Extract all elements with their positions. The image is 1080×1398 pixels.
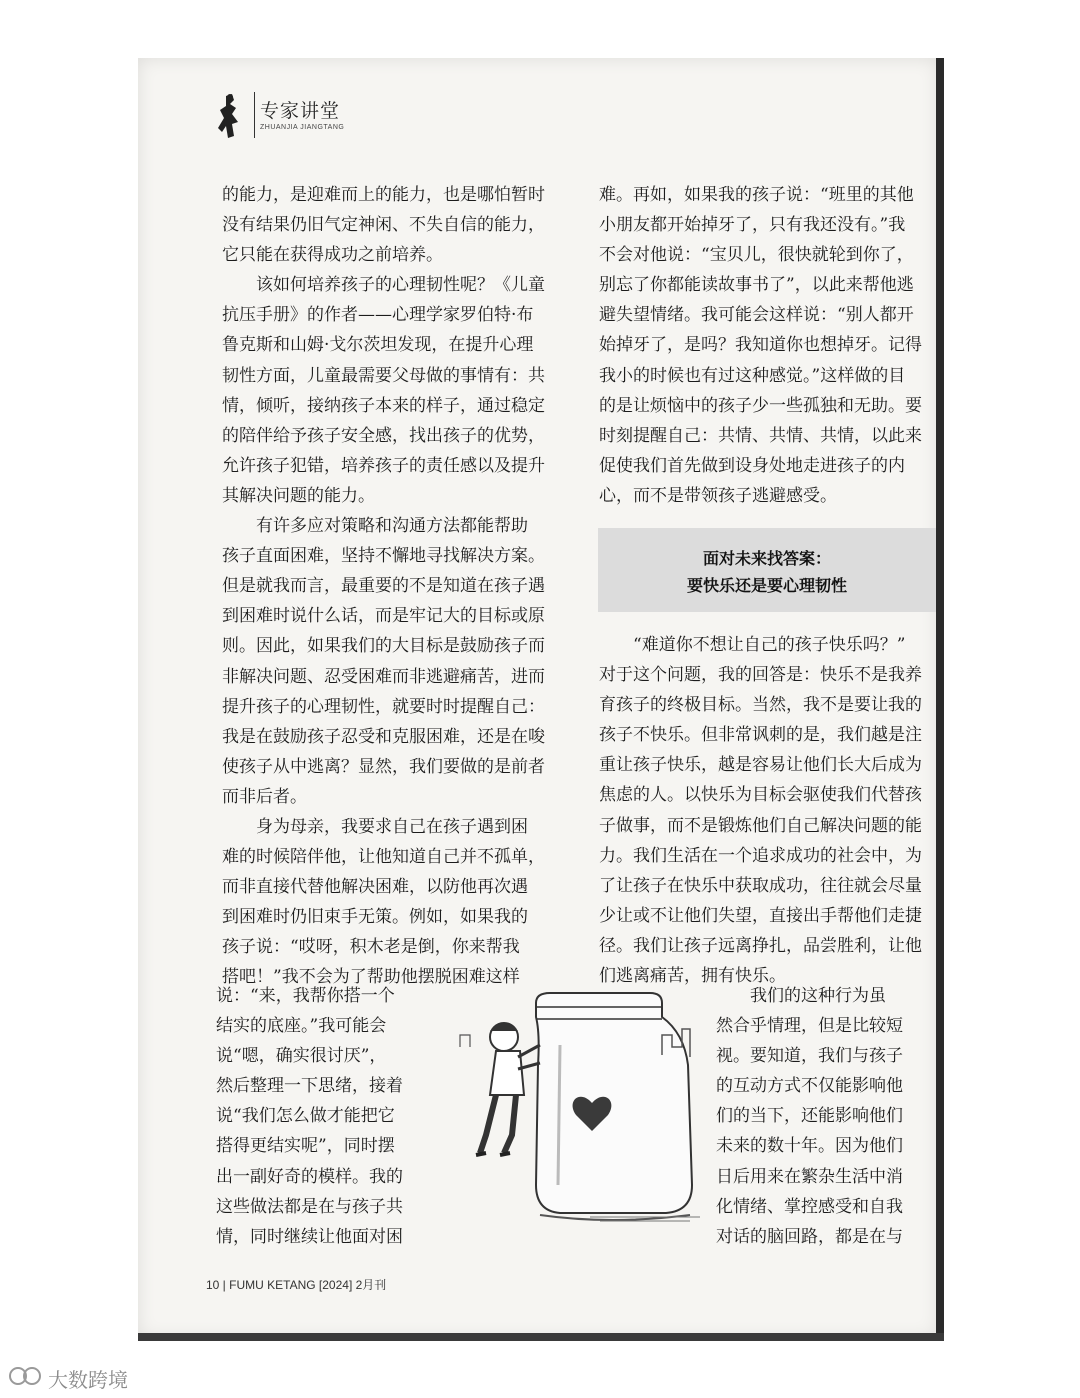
paragraph-line: 们逃离痛苦，拥有快乐。 bbox=[599, 966, 786, 987]
section-heading-box bbox=[598, 528, 936, 612]
paragraph-line: 未来的数十年。因为他们 bbox=[716, 1136, 903, 1157]
paragraph-line: 的能力，是迎难而上的能力，也是哪怕暂时 bbox=[222, 185, 545, 205]
left-column-text bbox=[222, 180, 572, 993]
paragraph-line: 搭得更结实呢”，同时摆 bbox=[216, 1136, 395, 1157]
paragraph-line: 抗压手册》的作者——心理学家罗伯特·布 bbox=[222, 305, 534, 326]
paragraph-line: 孩子说：“哎呀，积木老是倒，你来帮我 bbox=[222, 937, 520, 958]
paragraph-line: 促使我们首先做到设身处地走进孩子的内 bbox=[599, 455, 905, 476]
section-heading-line2: 要快乐还是要心理韧性 bbox=[686, 576, 847, 595]
paragraph-line: 子做事，而不是锻炼他们自己解决问题的能 bbox=[599, 815, 922, 836]
paragraph-line: 但是就我而言，最重要的不是知道在孩子遇 bbox=[222, 576, 545, 597]
paragraph-line: 了让孩子在快乐中获取成功，往往就会尽量 bbox=[599, 875, 922, 896]
paragraph-line: 允许孩子犯错，培养孩子的责任感以及提升 bbox=[222, 455, 545, 476]
paragraph-line: 然后整理一下思绪，接着 bbox=[216, 1076, 403, 1097]
paragraph-line: 力。我们生活在一个追求成功的社会中，为 bbox=[599, 845, 922, 866]
paragraph-line: 不会对他说：“宝贝儿，很快就轮到你了， bbox=[599, 245, 914, 266]
paragraph-line: 到困难时说什么话，而是牢记大的目标或原 bbox=[222, 606, 545, 627]
paragraph-line: 而非直接代替他解决困难，以防他再次遇 bbox=[222, 877, 528, 898]
header-divider bbox=[254, 92, 255, 138]
paragraph-line: 视。要知道，我们与孩子 bbox=[716, 1046, 903, 1067]
paragraph-line: “难道你不想让自己的孩子快乐吗？” bbox=[599, 635, 906, 655]
paragraph-line: 它只能在获得成功之前培养。 bbox=[222, 245, 443, 266]
paragraph-line: 们的当下，还能影响他们 bbox=[716, 1106, 903, 1127]
paragraph-line: 孩子不快乐。但非常讽刺的是，我们越是注 bbox=[599, 725, 922, 746]
paragraph-line: 该如何培养孩子的心理韧性呢？《儿童 bbox=[222, 275, 545, 296]
paragraph-line: 少让或不让他们失望，直接出手帮他们走捷 bbox=[599, 905, 922, 926]
paragraph-line: 则。因此，如果我们的大目标是鼓励孩子而 bbox=[222, 636, 545, 657]
figure-icon bbox=[212, 92, 248, 140]
paragraph-line: 日后用来在繁杂生活中消 bbox=[716, 1166, 903, 1187]
paragraph-line: 这些做法都是在与孩子共 bbox=[216, 1196, 403, 1217]
paragraph-line: 结实的底座。”我可能会 bbox=[216, 1016, 387, 1037]
paragraph-line: 径。我们让孩子远离挣扎，品尝胜利，让他 bbox=[599, 935, 922, 956]
right-bottom-column-text bbox=[716, 981, 931, 1252]
section-title: 专家讲堂 bbox=[260, 100, 341, 122]
paragraph-line: 使孩子从中逃离？显然，我们要做的是前者 bbox=[222, 756, 545, 777]
paragraph-line: 化情绪、掌控感受和自我 bbox=[716, 1196, 903, 1217]
paragraph-line: 搭吧！”我不会为了帮助他摆脱困难这样 bbox=[222, 967, 520, 988]
page-footer: 10 | FUMU KETANG [2024] 2月刊 bbox=[206, 1278, 387, 1292]
watermark-logo-icon bbox=[8, 1362, 44, 1390]
paragraph-line: 育孩子的终极目标。当然，我不是要让我的 bbox=[599, 695, 922, 716]
paragraph-line: 小朋友都开始掉牙了，只有我还没有。”我 bbox=[599, 215, 906, 236]
paragraph-line: 没有结果仍旧气定神闲、不失自信的能力， bbox=[222, 215, 545, 236]
paragraph-line: 然合乎情理，但是比较短 bbox=[716, 1016, 903, 1037]
paragraph-line: 对话的脑回路，都是在与 bbox=[716, 1226, 903, 1247]
paragraph-line: 我们的这种行为虽 bbox=[716, 986, 886, 1006]
paragraph-line: 有许多应对策略和沟通方法都能帮助 bbox=[222, 516, 528, 537]
paragraph-line: 情，同时继续让他面对困 bbox=[216, 1226, 403, 1247]
child-pushing-jar-illustration bbox=[440, 985, 730, 1225]
paragraph-line: 始掉牙了，是吗？我知道你也想掉牙。记得 bbox=[599, 335, 922, 356]
paragraph-line: 说“嗯，确实很讨厌”， bbox=[216, 1046, 387, 1067]
right-column-text-2 bbox=[599, 630, 944, 991]
paragraph-line: 我小的时候也有过这种感觉。”这样做的目 bbox=[599, 365, 906, 386]
paragraph-line: 韧性方面，儿童最需要父母做的事情有：共 bbox=[222, 365, 545, 386]
section-subtitle: ZHUANJIA JIANGTANG bbox=[260, 124, 345, 131]
paragraph-line: 心，而不是带领孩子逃避感受。 bbox=[599, 485, 837, 506]
paragraph-line: 出一副好奇的模样。我的 bbox=[216, 1166, 403, 1187]
paragraph-line: 非解决问题、忍受困难而非逃避痛苦，进而 bbox=[222, 666, 545, 687]
paragraph-line: 的陪伴给予孩子安全感，找出孩子的优势， bbox=[222, 425, 545, 446]
paragraph-line: 焦虑的人。以快乐为目标会驱使我们代替孩 bbox=[599, 785, 922, 806]
paragraph-line: 难的时候陪伴他，让他知道自己并不孤单， bbox=[222, 847, 545, 868]
paragraph-line: 时刻提醒自己：共情、共情、共情，以此来 bbox=[599, 425, 922, 446]
paragraph-line: 难。再如，如果我的孩子说：“班里的其他 bbox=[599, 185, 914, 205]
paragraph-line: 其解决问题的能力。 bbox=[222, 485, 375, 506]
paragraph-line: 孩子直面困难，坚持不懈地寻找解决方案。 bbox=[222, 546, 545, 567]
paragraph-line: 情，倾听，接纳孩子本来的样子，通过稳定 bbox=[222, 395, 545, 416]
paragraph-line: 重让孩子快乐，越是容易让他们长大后成为 bbox=[599, 755, 922, 776]
section-heading-line1: 面对未来找答案： bbox=[702, 549, 831, 568]
paragraph-line: 说：“来，我帮你搭一个 bbox=[216, 986, 395, 1006]
paragraph-line: 避失望情绪。我可能会这样说：“别人都开 bbox=[599, 305, 914, 326]
paragraph-line: 我是在鼓励孩子忍受和克服困难，还是在唆 bbox=[222, 726, 545, 747]
paragraph-line: 提升孩子的心理韧性，就要时时提醒自己： bbox=[222, 696, 545, 717]
left-bottom-column-text bbox=[216, 981, 436, 1252]
paragraph-line: 身为母亲，我要求自己在孩子遇到困 bbox=[222, 816, 528, 837]
paragraph-line: 别忘了你都能读故事书了”，以此来帮他逃 bbox=[599, 275, 914, 296]
page-bottom-edge bbox=[138, 1333, 944, 1341]
paragraph-line: 鲁克斯和山姆·戈尔茨坦发现，在提升心理 bbox=[222, 335, 534, 356]
paragraph-line: 的是让烦恼中的孩子少一些孤独和无助。要 bbox=[599, 395, 922, 416]
paragraph-line: 而非后者。 bbox=[222, 786, 307, 807]
paragraph-line: 对于这个问题，我的回答是：快乐不是我养 bbox=[599, 665, 922, 686]
watermark-text: 大数跨境 bbox=[48, 1368, 128, 1392]
paragraph-line: 到困难时仍旧束手无策。例如，如果我的 bbox=[222, 907, 528, 928]
right-column-text bbox=[599, 180, 944, 511]
paragraph-line: 说“我们怎么做才能把它 bbox=[216, 1106, 395, 1127]
paragraph-line: 的互动方式不仅能影响他 bbox=[716, 1076, 903, 1097]
